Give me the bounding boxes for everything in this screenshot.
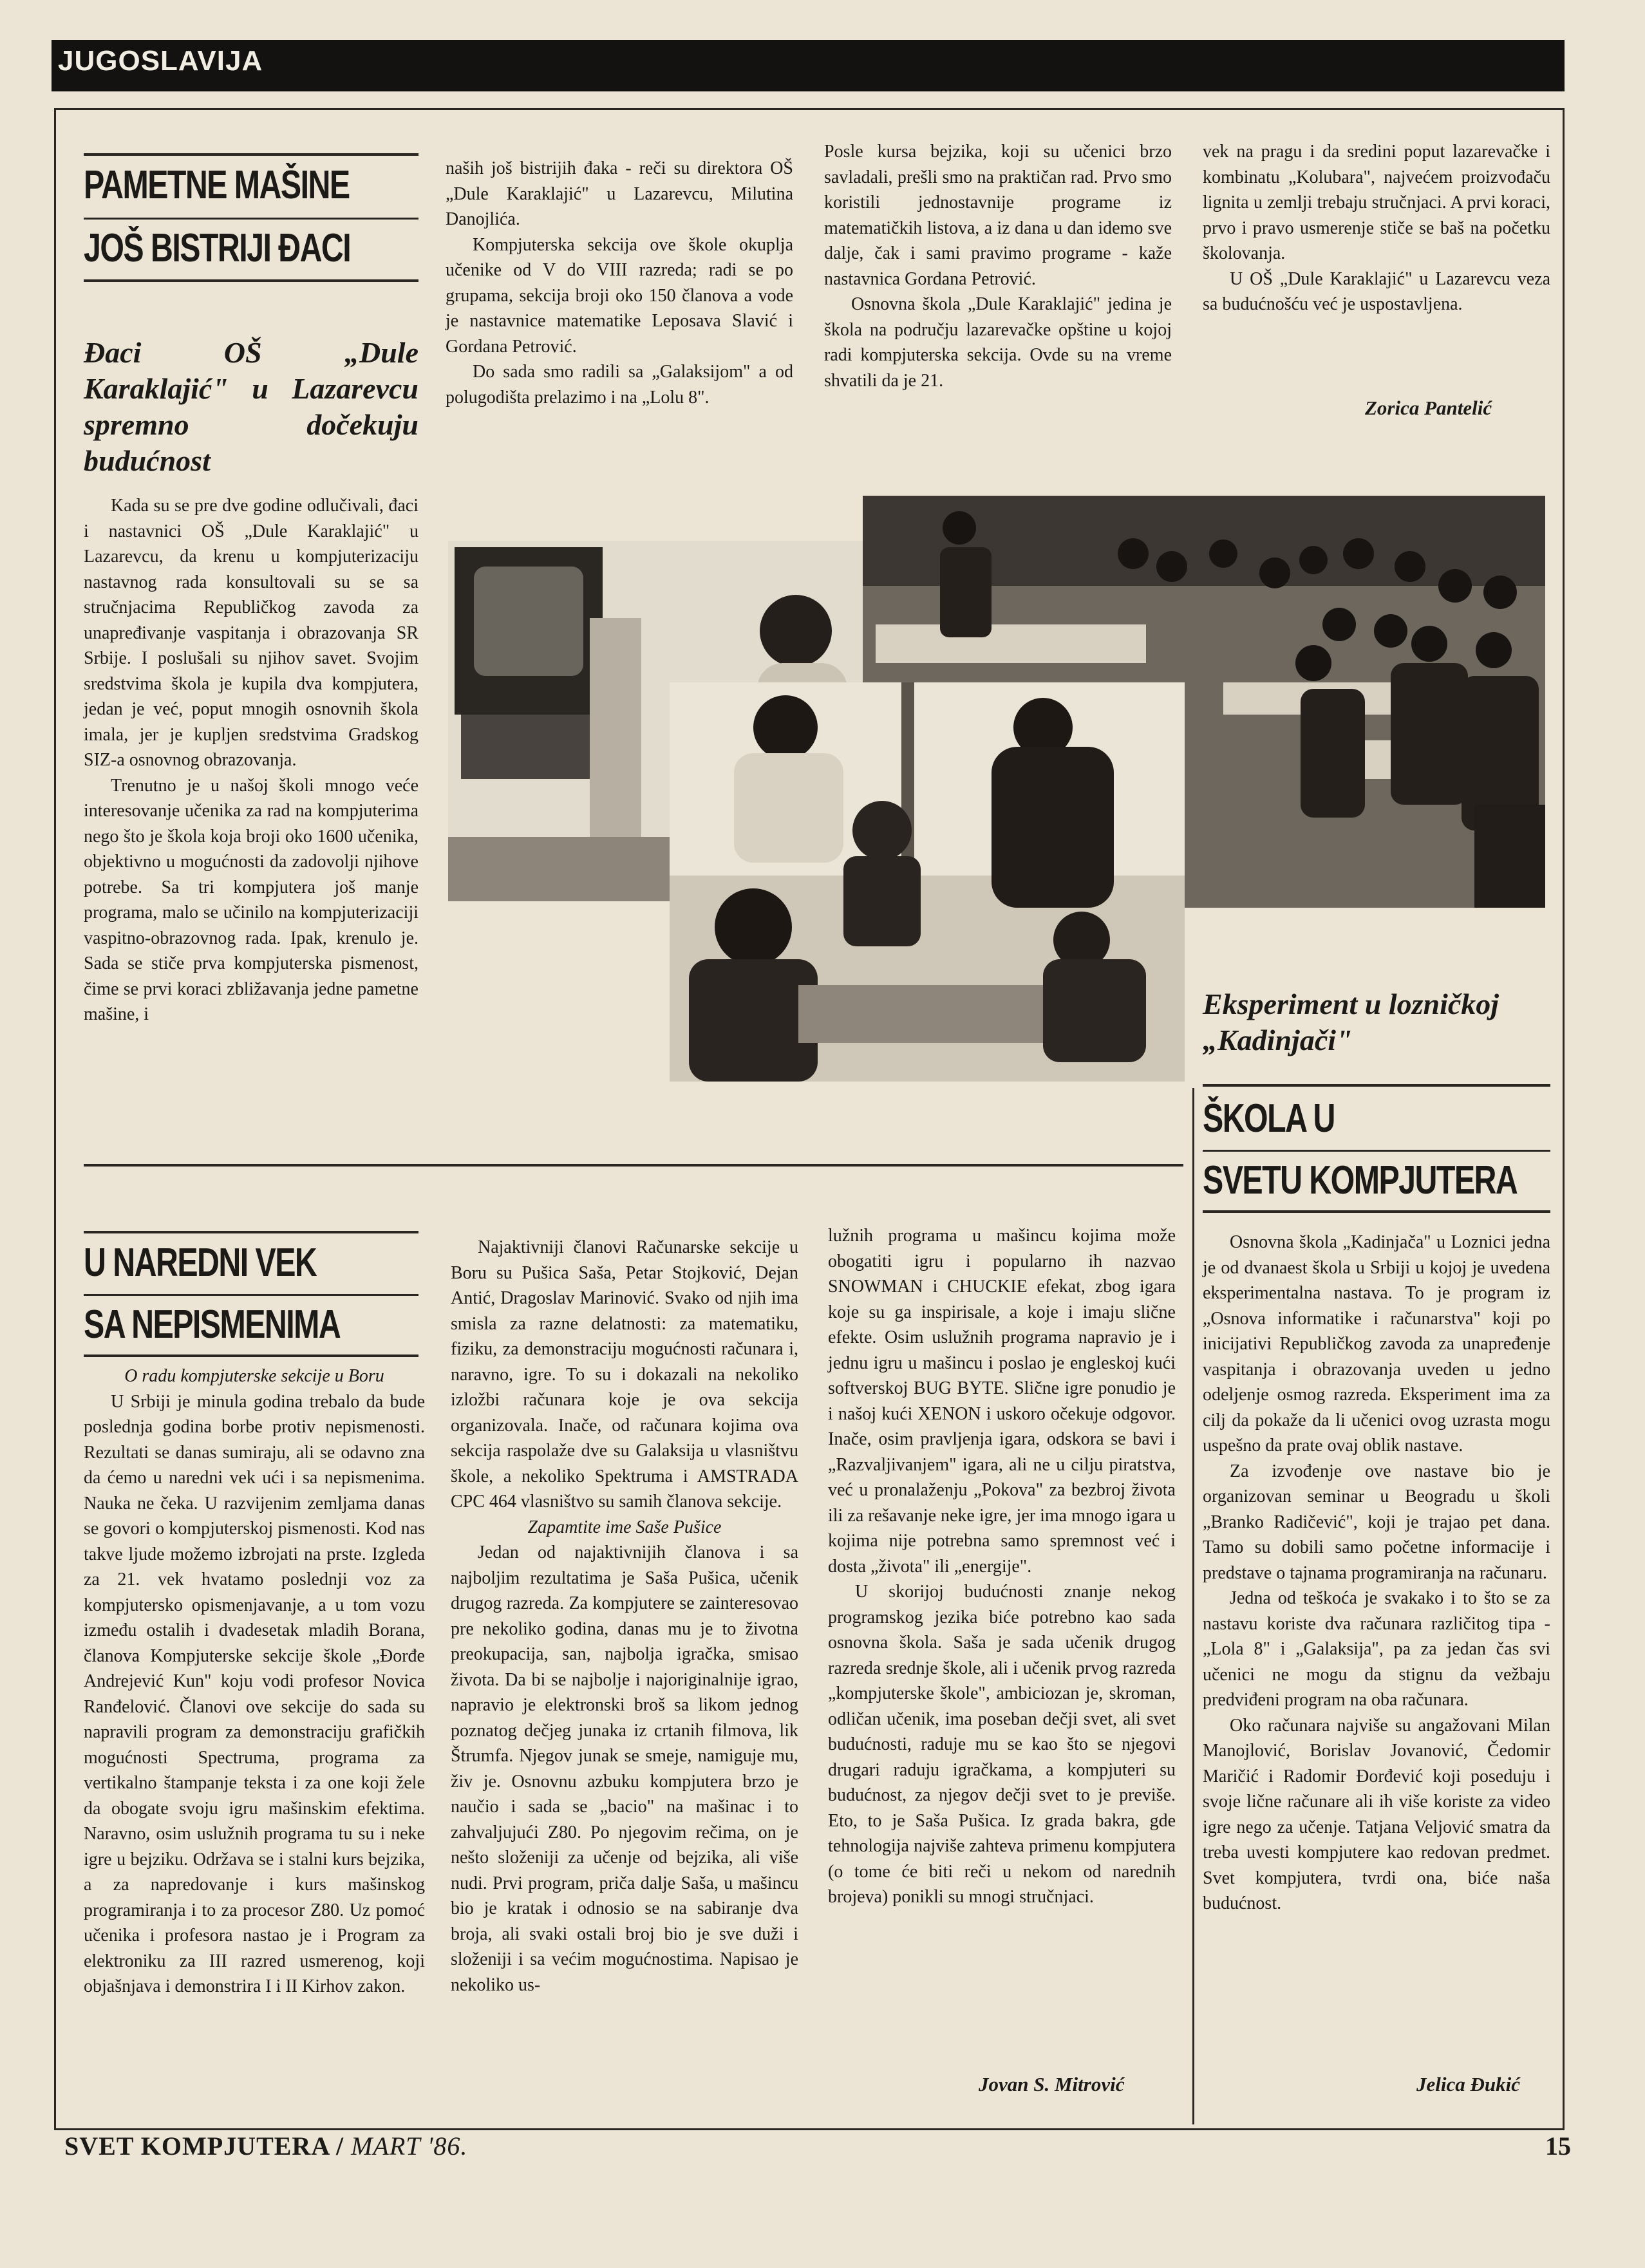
- headline-rule-bottom: [84, 1354, 418, 1357]
- paragraph: Jedan od najaktivnijih članova i sa najboljim rezultatima je Saša Pušica, učenik drugog razreda. Za kompjutere se zainteresovao pre nekoliko godina, danas mu je to životna preokupacija, san, najbolja igračka, smisao života. Da bi se najbolje i najoriginalnije igrao, napravio je elektronski broš sa likom jednog poznatog dečjeg junaka iz crtanih filmova, lik Štrumfa. Njegov junak se smeje, namiguje mu, živ je. Osnovnu azbuku kompjutera brzo je naučio i sada se „bacio" na mašinac i to zahvaljujući Z80. Po njegovim rečima, on je nešto složeniji za učenje od bejzika, ali više nudi. Prvi program, priča dalje Saša, u mašincu bio je kratak i odnosio se na sabiranje dva broja, ali svaki ostali broj bio je sve duži i složeniji i sa većim mogućnostima. Napisao je nekoliko us-: [451, 1542, 798, 1995]
- headline-rule-top: [84, 153, 418, 156]
- paragraph: naših još bistrijih đaka - reči su direktora OŠ „Dule Karaklajić" u Lazarevcu, Milutina Danojlića.: [446, 158, 793, 229]
- article2-column-1: [84, 1364, 425, 2000]
- paragraph: Posle kursa bejzika, koji su učenici brzo savladali, prešli smo na praktičan rad. Prvo smo koristili jednostavnije programe iz matematičkih listova, a iz dana u dan idemo sve dalje, čak i sami pravimo programe - kaže nastavnica Gordana Petrović.: [824, 142, 1172, 289]
- article1-column-4: [1203, 139, 1550, 317]
- headline-rule-mid: [84, 218, 418, 220]
- article1-column-2: [446, 156, 793, 410]
- paragraph: Najaktivniji članovi Računarske sekcije u Boru su Pušica Saša, Petar Stojković, Dejan Antić, Dragoslav Marinović. Svako od njih ima smisla za razne delatnosti: za matematiku, fiziku, za demonstraciju mogućnosti računara i, naravno, igre. To su i dokazali na nekoliko izložbi računara koje je ova sekcija organizovala. Inače, od računara kojima ova sekcija raspolaže dve su Galaksija u vlasništvu škole, a nekoliko Spektruma i AMSTRADA CPC 464 vlasništvo su samih članova sekcije.: [451, 1237, 798, 1512]
- article2-col2-subhead: Zapamtite ime Saše Pušice: [527, 1517, 722, 1537]
- headline-rule-top: [1203, 1084, 1550, 1087]
- article2-subhead: O radu kompjuterske sekcije u Boru: [124, 1366, 384, 1386]
- article1-headline-line1: PAMETNE MAŠINE: [84, 163, 350, 207]
- page-number: 15: [1545, 2132, 1571, 2160]
- article3-column-1: [1203, 1230, 1550, 1917]
- section-tag: JUGOSLAVIJA: [58, 45, 263, 77]
- article2-headline-line2: SA NEPISMENIMA: [84, 1302, 341, 1347]
- article2-column-3: [828, 1223, 1176, 1910]
- magazine-name: SVET KOMPJUTERA /: [64, 2132, 344, 2160]
- paragraph: Trenutno je u našoj školi mnogo veće interesovanje učenika za rad na kompjuterima nego što je škola koja broji oko 1600 učenika, objektivno u mogućnosti da zadovolji njihove potrebe. Sa tri kompjutera još manje programa, malo se učinilo na kompjuterizaciji vaspitno-obrazovnog rada. Ipak, krenulo je. Sada se stiče prva kompjuterska pismenost, čime se prvi koraci zbližavanja jedne pametne mašine, i: [84, 775, 418, 1024]
- paragraph: U Srbiji je minula godina trebalo da bude poslednja godina borbe protiv nepismenosti. Rezultati se danas sumiraju, ali se odavno zna da ćemo u naredni vek ući i sa nepismenima. Nauka ne čeka. U razvijenim zemljama danas se govori o kompjuterskoj pismenosti. Kod nas takve ljude možemo izbrojati na prste. Izgleda za 21. vek hvatamo poslednji voz za kompjutersko opismenjavanje, a u tom vozu između ostalih i dvadesetak mladih Borana, članova Kompjuterske sekcije škole „Đorđe Andrejević Kun" koju vodi profesor Novica Ranđelović. Članovi ove sekcije do sada su napravili program za demonstraciju grafičkih mogućnosti Spectruma, programa za vertikalno štampanje teksta i za one koji žele da obogate svoju igru mašinskim efektima. Naravno, osim uslužnih programa tu su i neke igre u bejziku. Održava se i stalni kurs bejzika, a za napredovanje i kurs mašinskog programiranja i to za procesor Z80. Uz pomoć učenika i profesora nastao je i Program za elektroniku za III razred usmerenog, koji objašnjava i demonstrira I i II Kirhov zakon.: [84, 1391, 425, 1996]
- article2-headline-line1: U NAREDNI VEK: [84, 1241, 317, 1285]
- headline-rule-mid: [84, 1294, 418, 1296]
- headline-rule-top: [84, 1231, 418, 1233]
- article1-byline: Zorica Pantelić: [1365, 397, 1492, 419]
- article3-headline-line2: SVETU KOMPJUTERA: [1203, 1158, 1518, 1203]
- paragraph: U OŠ „Dule Karaklajić" u Lazarevcu veza sa budućnošću već je uspostavljena.: [1203, 268, 1550, 314]
- section-bar: [52, 40, 1565, 91]
- article3-deck: Eksperiment u lozničkoj „Kadinjači": [1203, 988, 1499, 1056]
- paragraph: Osnovna škola „Kadinjača" u Loznici jedna je od dvanaest škola u Srbiji u kojoj je uvedena eksperimentalna nastava. To je program iz „Osnova informatike i računarstva" koji po inicijativi Republičkog zavoda za unapređenje vaspitanja i obrazovanja uveden u jedno odeljenje osmog razreda. Eksperiment ima za cilj da pokaže da li učenici ovog uzrasta mogu uspešno da prate ovaj oblik nastave.: [1203, 1232, 1550, 1456]
- issue-date: MART '86.: [351, 2132, 468, 2160]
- paragraph: Kada su se pre dve godine odlučivali, đaci i nastavnici OŠ „Dule Karaklajić" u Lazarevcu, da krenu u kompjuterizaciju nastavnog rada konsultovali su se sa stručnjacima Republičkog zavoda za unapređivanje vaspitanja i obrazovanja SR Srbije. I poslušali su njihov savet. Svojim sredstvima škola je kupila dva kompjutera, jedan je već, poput mnogih osnovnih škola imala, jer je kupljen sredstvima Gradskog SIZ-a osnovnog obrazovanja.: [84, 496, 418, 770]
- photo-students-desk: [670, 682, 1185, 1082]
- footer-magazine: [64, 2131, 467, 2161]
- headline-rule-mid: [1203, 1150, 1550, 1152]
- article3-headline-line1: ŠKOLA U: [1203, 1096, 1335, 1141]
- article3-byline: Jelica Đukić: [1416, 2073, 1520, 2095]
- paragraph: lužnih programa u mašincu kojima može obogatiti igru i popularno ih nazvao SNOWMAN i CHUCKIE efekat, zbog igara koje su ga inspirisale, a koje i imaju slične efekte. Osim uslužnih programa napravio je i jednu igru u mašincu i poslao je engleskoj kući softverskoj BUG BYTE. Slične igre ponudio je i našoj kući XENON i uskoro očekuje odgovor. Inače, osim pravljenja igara, odskora se bavi i „Razvaljivanjem" igara, ali ne u cilju piratstva, već u pronalaženju „Pokova" za bezbroj života ili za rešavanje neke igre, jer ima mnogo igara u kojima nije potrebna samo spremnost već i dosta „života" ili „energije".: [828, 1226, 1176, 1577]
- paragraph: Do sada smo radili sa „Galaksijom" a od polugodišta prelazimo i na „Lolu 8".: [446, 362, 793, 408]
- article1-column-1: [84, 493, 418, 1027]
- article1-headline-line2: JOŠ BISTRIJI ĐACI: [84, 226, 351, 270]
- paragraph: Za izvođenje ove nastave bio je organizovan seminar u Beogradu u školi „Branko Radičević", koji je trajao pet dana. Tamo su dobili samo početne informacije i predstave o tajnama programiranja na računaru.: [1203, 1461, 1550, 1583]
- headline-rule-bottom: [1203, 1210, 1550, 1213]
- paragraph: Jedna od teškoća je svakako i to što se za nastavu koriste dva računara različitog tipa - „Lola 8" i „Galaksija", pa za jedan čas svi učenici ne mogu da stignu da vežbaju predviđeni program na oba računara.: [1203, 1588, 1550, 1710]
- article1-column-3: [824, 139, 1172, 393]
- paragraph: Kompjuterska sekcija ove škole okuplja učenike od V do VIII razreda; radi se po grupama, sekcija broji oko 150 članova a vode je nastavnice matematike Leposava Slavić i Gordana Petrović.: [446, 234, 793, 357]
- article2-byline: Jovan S. Mitrović: [979, 2073, 1125, 2095]
- paragraph: Oko računara najviše su angažovani Milan Manojlović, Borislav Jovanović, Čedomir Maričić i Radomir Đorđević koji poseduju i svoje lične računare ali ih više koriste za video igre nego za učenje. Tatjana Veljović smatra da treba uvesti kompjutere kao redovan predmet. Svet kompjutera, tvrdi ona, biće naša budućnost.: [1203, 1715, 1550, 1913]
- paragraph: Osnovna škola „Dule Karaklajić" jedina je škola na području lazarevačke opštine u kojoj radi kompjuterska sekcija. Ovde su na vreme shvatili da je 21.: [824, 294, 1172, 391]
- paragraph: vek na pragu i da sredini poput lazarevačke i kombinatu „Kolubara", najvećem proizvođaču lignita u zemlji trebaju stručnjaci. A prvi koraci, prvo i pravo usmerenje stiče se baš na početku školovanja.: [1203, 142, 1550, 263]
- article2-column-2: [451, 1235, 798, 1998]
- paragraph: U skorijoj budućnosti znanje nekog programskog jezika biće potrebno kao sada osnovna škola. Saša je sada učenik drugog razreda srednje škole, ali i učenik prvog razreda „kompjuterske škole", ambiciozan je, skroman, odličan učenik, ima poseban dečji svet, ali svet budućnosti, raduje mu se kao što se njegovi drugari raduju igračkama, a kompjuteri su budućnost, za njegov dečji svet to je previše. Eto, to je Saša Pušica. Iz grada bakra, gde tehnologija najviše zahteva primenu kompjutera (o tome će biti reči u nekom od narednih brojeva) ponikli su mnogi stručnjaci.: [828, 1582, 1176, 1907]
- article1-deck: Đaci OŠ „Dule Karaklajić" u Lazarevcu spremno dočekuju budućnost: [84, 336, 418, 477]
- column-divider: [1192, 1088, 1194, 2124]
- divider-rule: [84, 1164, 1183, 1167]
- headline-rule-bottom: [84, 279, 418, 282]
